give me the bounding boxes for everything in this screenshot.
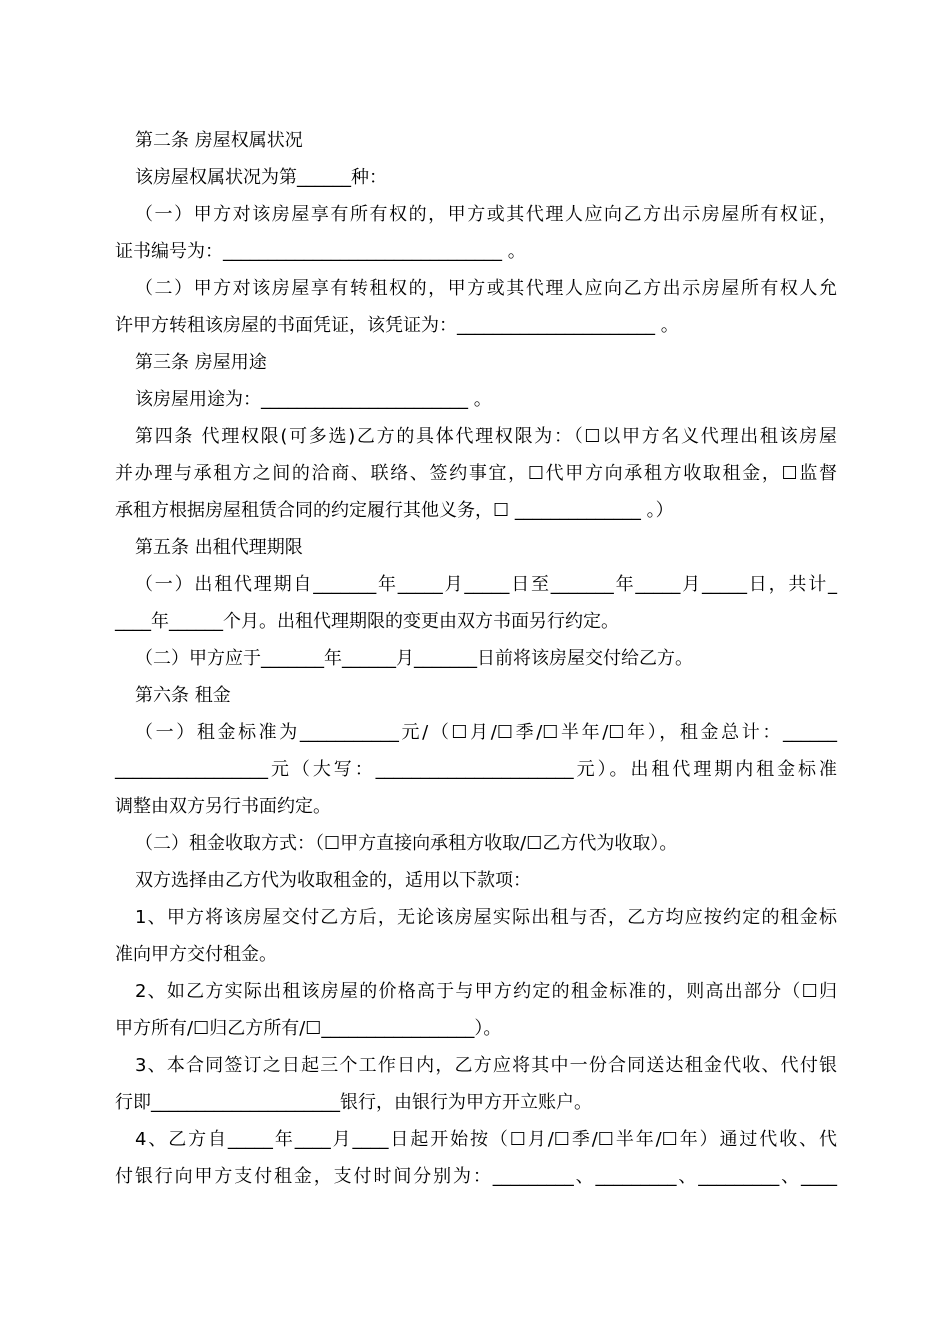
item-3-line-1: 3、本合同签订之日起三个工作日内，乙方应将其中一份合同送达租金代收、代付银 xyxy=(135,1055,837,1076)
rent-collection-method-line: （二）租金收取方式：（☐甲方直接向承租方收取/☐乙方代为收取）。 xyxy=(135,833,678,854)
item-2-line-2: 甲方所有/☐归乙方所有/☐_________________）。 xyxy=(115,1018,502,1039)
agency-period-line-2: ____年______个月。出租代理期限的变更由双方书面另行约定。 xyxy=(115,611,619,632)
item-2-line-1: 2、如乙方实际出租该房屋的价格高于与甲方约定的租金标准的，则高出部分（☐归 xyxy=(135,981,837,1002)
handover-date-line: （二）甲方应于_______年______月_______日前将该房屋交付给乙方。 xyxy=(135,648,693,669)
article-4-line-3: 承租方根据房屋租赁合同的约定履行其他义务，☐ ______________ 。） xyxy=(115,500,674,521)
item-4-line-1: 4、乙方自_____年____月____日起开始按（☐月/☐季/☐半年/☐年）通过代收、代 xyxy=(135,1129,837,1150)
article-4-line-1: 第四条 代理权限(可多选)乙方的具体代理权限为：（☐以甲方名义代理出租该房屋 xyxy=(135,426,837,447)
rent-standard-line-3: 调整由双方另行书面约定。 xyxy=(115,796,331,817)
article-6-heading: 第六条 租金 xyxy=(135,685,231,706)
item-3-line-2: 行即_____________________银行，由银行为甲方开立账户。 xyxy=(115,1092,592,1113)
ownership-type-line: 该房屋权属状况为第______种： xyxy=(135,167,387,188)
article-2-heading: 第二条 房屋权属状况 xyxy=(135,130,303,151)
item-4-line-2: 付银行向甲方支付租金，支付时间分别为：_________、_________、_________、____ xyxy=(115,1166,837,1187)
article-4-line-2: 并办理与承租方之间的洽商、联络、签约事宜，☐代甲方向承租方收取租金，☐监督 xyxy=(115,463,837,484)
ownership-clause-1-line-1: （一）甲方对该房屋享有所有权的，甲方或其代理人应向乙方出示房屋所有权证， xyxy=(135,204,837,225)
item-1-line-1: 1、甲方将该房屋交付乙方后，无论该房屋实际出租与否，乙方均应按约定的租金标 xyxy=(135,907,837,928)
rent-standard-line-1: （一）租金标准为___________元/（☐月/☐季/☐半年/☐年），租金总计：______ xyxy=(135,722,837,743)
house-usage-line: 该房屋用途为：_______________________ 。 xyxy=(135,389,492,410)
ownership-clause-1-line-2: 证书编号为：_______________________________ 。 xyxy=(115,241,526,262)
ownership-clause-2-line-1: （二）甲方对该房屋享有转租权的，甲方或其代理人应向乙方出示房屋所有权人允 xyxy=(135,278,837,299)
ownership-clause-2-line-2: 许甲方转租该房屋的书面凭证，该凭证为：______________________ 。 xyxy=(115,315,679,336)
item-1-line-2: 准向甲方交付租金。 xyxy=(115,944,277,965)
agency-period-line-1: （一）出租代理期自_______年_____月_____日至_______年_____月_____日，共计_ xyxy=(135,574,837,595)
article-5-heading: 第五条 出租代理期限 xyxy=(135,537,303,558)
rent-standard-line-2: _________________元（大写：______________________元）。出租代理期内租金标准 xyxy=(115,759,837,780)
contract-body xyxy=(115,122,837,1195)
article-3-heading: 第三条 房屋用途 xyxy=(135,352,267,373)
agent-collection-intro-line: 双方选择由乙方代为收取租金的，适用以下款项： xyxy=(135,870,531,891)
